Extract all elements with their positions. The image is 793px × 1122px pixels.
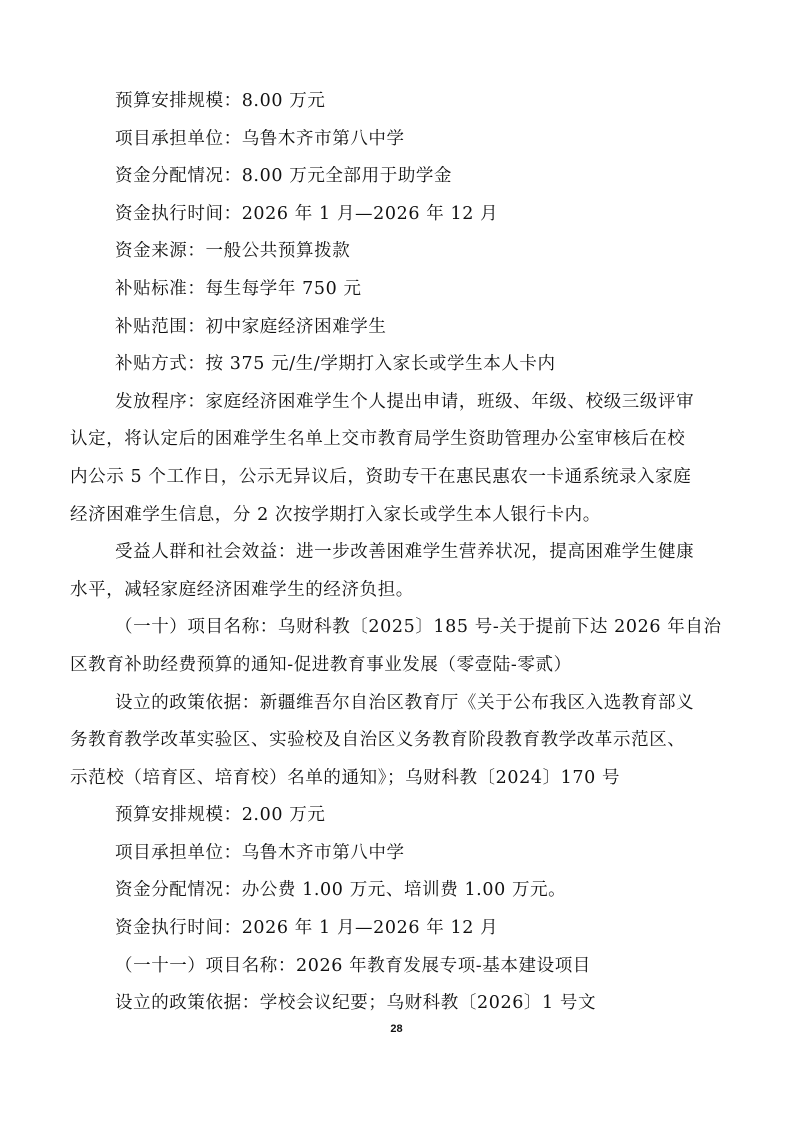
document-body (70, 83, 722, 1023)
project-unit-line: 项目承担单位：乌鲁木齐市第八中学 (115, 842, 405, 863)
fund-allocation-line: 资金分配情况：办公费 1.00 万元、培训费 1.00 万元。 (115, 880, 567, 901)
budget-scale-line: 预算安排规模：2.00 万元 (115, 805, 326, 826)
beneficiaries-continuation: 水平，减轻家庭经济困难学生的经济负担。 (70, 579, 414, 600)
fund-allocation-line: 资金分配情况：8.00 万元全部用于助学金 (115, 166, 453, 187)
fund-execution-time-line: 资金执行时间：2026 年 1 月—2026 年 12 月 (115, 918, 499, 939)
policy-basis-line: 设立的政策依据：学校会议纪要；乌财科教〔2026〕1 号文 (115, 993, 597, 1014)
distribution-procedure-line: 发放程序：家庭经济困难学生个人提出申请，班级、年级、校级三级评审 (115, 391, 695, 412)
policy-basis-continuation: 务教育教学改革实验区、实验校及自治区义务教育阶段教育教学改革示范区、 (70, 730, 686, 751)
subsidy-method-line: 补贴方式：按 375 元/生/学期打入家长或学生本人卡内 (115, 354, 556, 375)
distribution-procedure-continuation: 经济困难学生信息，分 2 次按学期打入家长或学生本人银行卡内。 (70, 504, 601, 525)
distribution-procedure-continuation: 认定，将认定后的困难学生名单上交市教育局学生资助管理办公室审核后在校 (70, 429, 686, 450)
fund-source-line: 资金来源：一般公共预算拨款 (115, 241, 351, 262)
page-number: 28 (390, 1023, 403, 1035)
section-10-heading-continuation: 区教育补助经费预算的通知-促进教育事业发展（零壹陆-零贰） (70, 654, 572, 675)
distribution-procedure-continuation: 内公示 5 个工作日，公示无异议后，资助专干在惠民惠农一卡通系统录入家庭 (70, 466, 692, 487)
budget-scale-line: 预算安排规模：8.00 万元 (115, 91, 326, 111)
section-11-heading: （一十一）项目名称：2026 年教育发展专项-基本建设项目 (115, 955, 591, 976)
subsidy-scope-line: 补贴范围：初中家庭经济困难学生 (115, 316, 387, 337)
policy-basis-continuation: 示范校（培育区、培育校）名单的通知》；乌财科教〔2024〕170 号 (70, 767, 621, 788)
section-10-heading: （一十）项目名称：乌财科教〔2025〕185 号-关于提前下达 2026 年自治 (115, 617, 722, 638)
fund-execution-time-line: 资金执行时间：2026 年 1 月—2026 年 12 月 (115, 203, 499, 224)
project-unit-line: 项目承担单位：乌鲁木齐市第八中学 (115, 128, 405, 149)
subsidy-standard-line: 补贴标准：每生每学年 750 元 (115, 278, 362, 299)
policy-basis-line: 设立的政策依据：新疆维吾尔自治区教育厅《关于公布我区入选教育部义 (115, 692, 695, 713)
beneficiaries-line: 受益人群和社会效益：进一步改善困难学生营养状况，提高困难学生健康 (115, 542, 695, 563)
